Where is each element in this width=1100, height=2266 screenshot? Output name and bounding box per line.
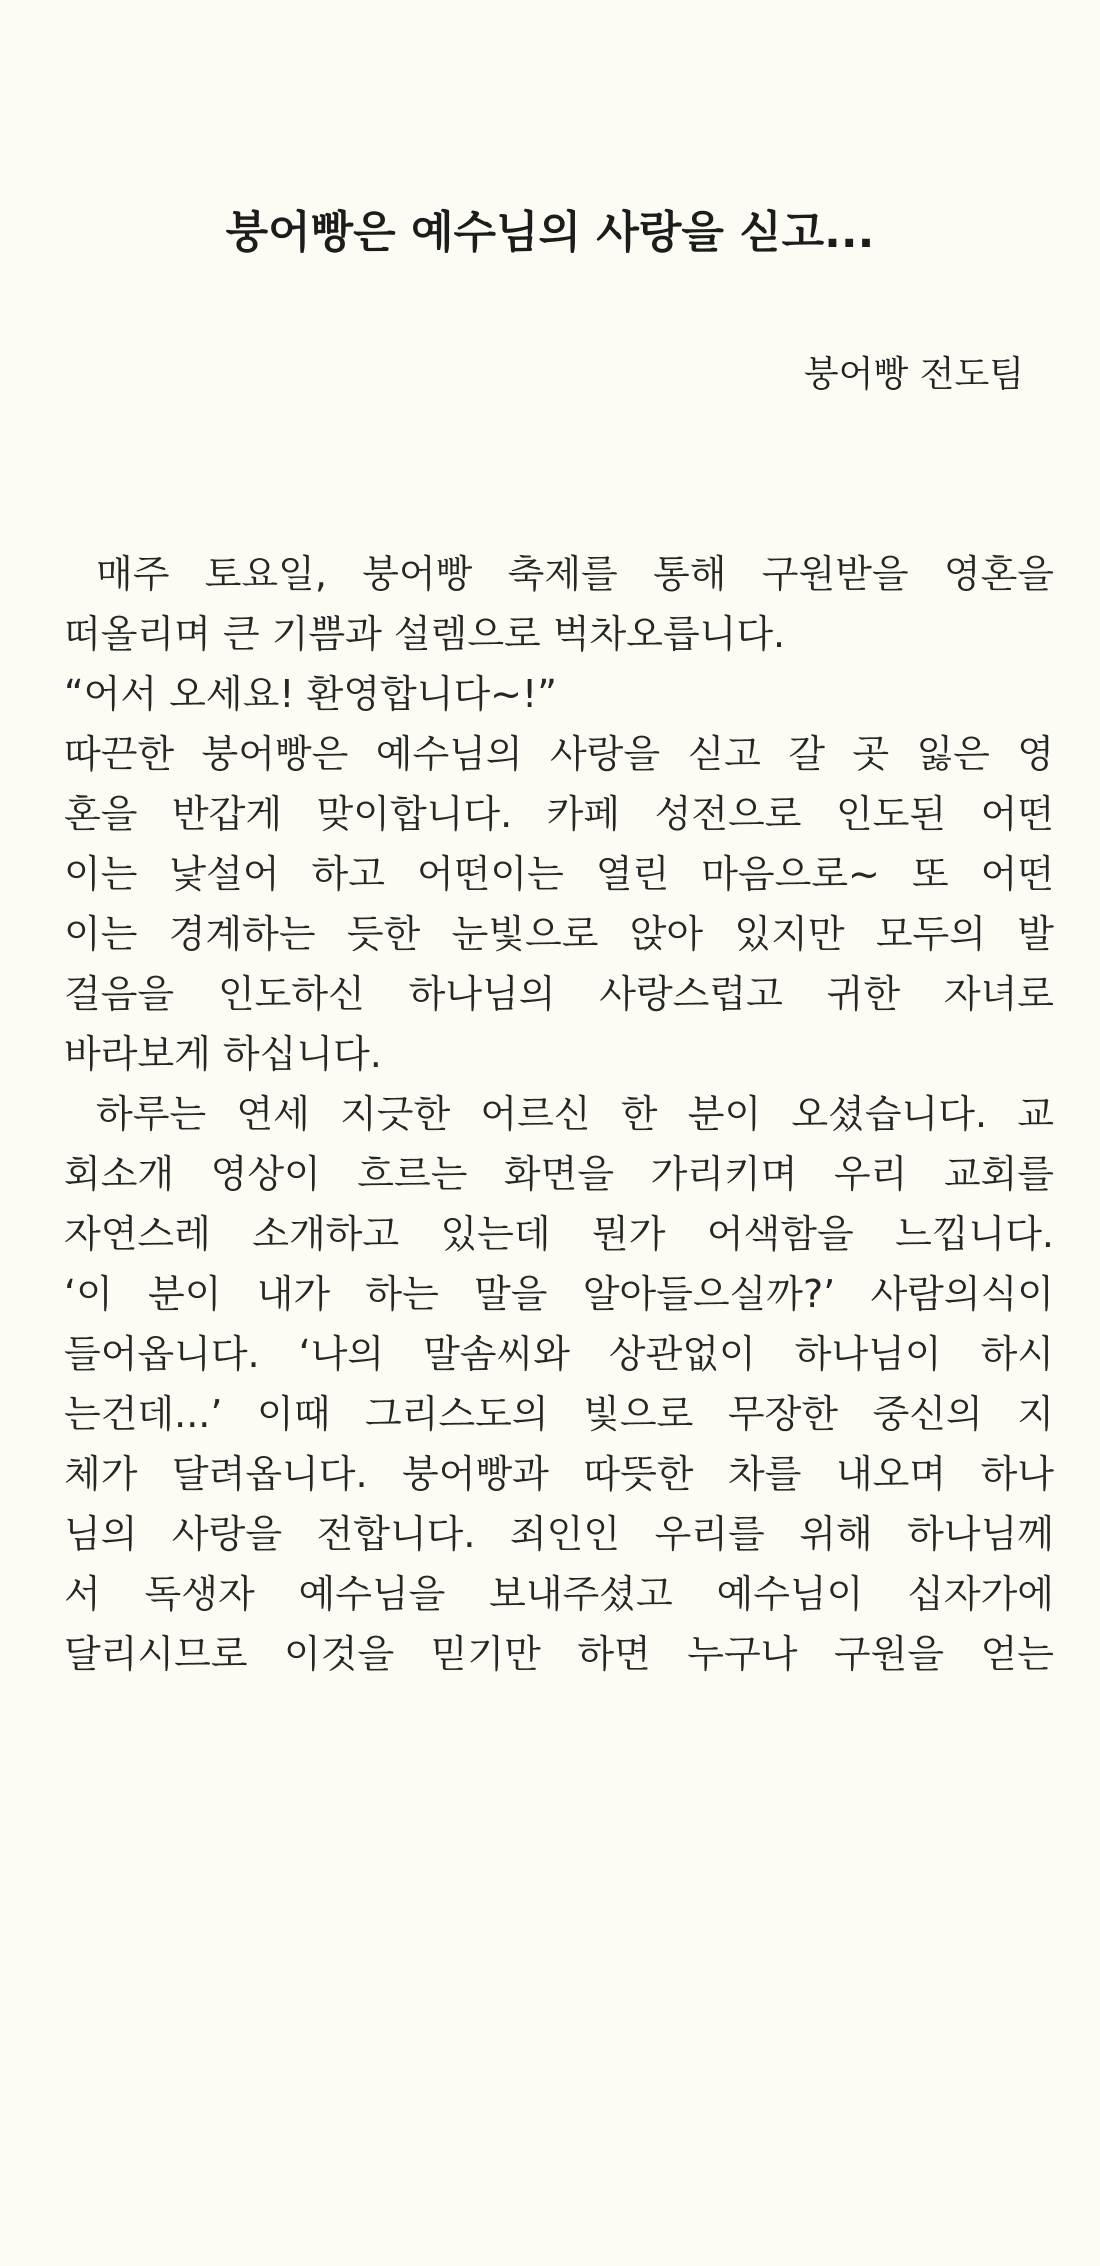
body-line: 이는 경계하는 듯한 눈빛으로 앉아 있지만 모두의 발 [64,912,1054,956]
body-line: 회소개 영상이 흐르는 화면을 가리키며 우리 교회를 [64,1152,1054,1196]
body-line: 체가 달려옵니다. 붕어빵과 따뜻한 차를 내오며 하나 [64,1452,1054,1496]
body-line: 혼을 반갑게 맞이합니다. 카페 성전으로 인도된 어떤 [64,792,1054,836]
body-line: 들어옵니다. ‘나의 말솜씨와 상관없이 하나님이 하시 [64,1332,1054,1376]
body-line: “어서 오세요! 환영합니다~!” [64,672,557,716]
article-title: 붕어빵은 예수님의 사랑을 싣고... [225,207,875,258]
body-line: 서 독생자 예수님을 보내주셨고 예수님이 십자가에 [64,1572,1054,1616]
body-line: 자연스레 소개하고 있는데 뭔가 어색함을 느낍니다. [64,1212,1054,1256]
body-line: 바라보게 하십니다. [64,1032,382,1076]
article-author: 붕어빵 전도팀 [803,354,1024,395]
body-line: 매주 토요일, 붕어빵 축제를 통해 구원받을 영혼을 [96,552,1054,596]
body-line: 님의 사랑을 전합니다. 죄인인 우리를 위해 하나님께 [64,1512,1054,1556]
body-line: 이는 낯설어 하고 어떤이는 열린 마음으로~ 또 어떤 [64,852,1054,896]
body-line: 따끈한 붕어빵은 예수님의 사랑을 싣고 갈 곳 잃은 영 [64,732,1054,776]
body-line: 는건데...’ 이때 그리스도의 빛으로 무장한 중신의 지 [64,1392,1054,1436]
body-line: 하루는 연세 지긋한 어르신 한 분이 오셨습니다. 교 [96,1092,1054,1136]
body-line: ‘이 분이 내가 하는 말을 알아들으실까?’ 사람의식이 [64,1272,1054,1316]
body-line: 달리시므로 이것을 믿기만 하면 누구나 구원을 얻는 [64,1632,1054,1676]
body-line: 떠올리며 큰 기쁨과 설렘으로 벅차오릅니다. [64,612,786,656]
article-body [64,544,1054,1684]
body-line: 걸음을 인도하신 하나님의 사랑스럽고 귀한 자녀로 [64,972,1054,1016]
